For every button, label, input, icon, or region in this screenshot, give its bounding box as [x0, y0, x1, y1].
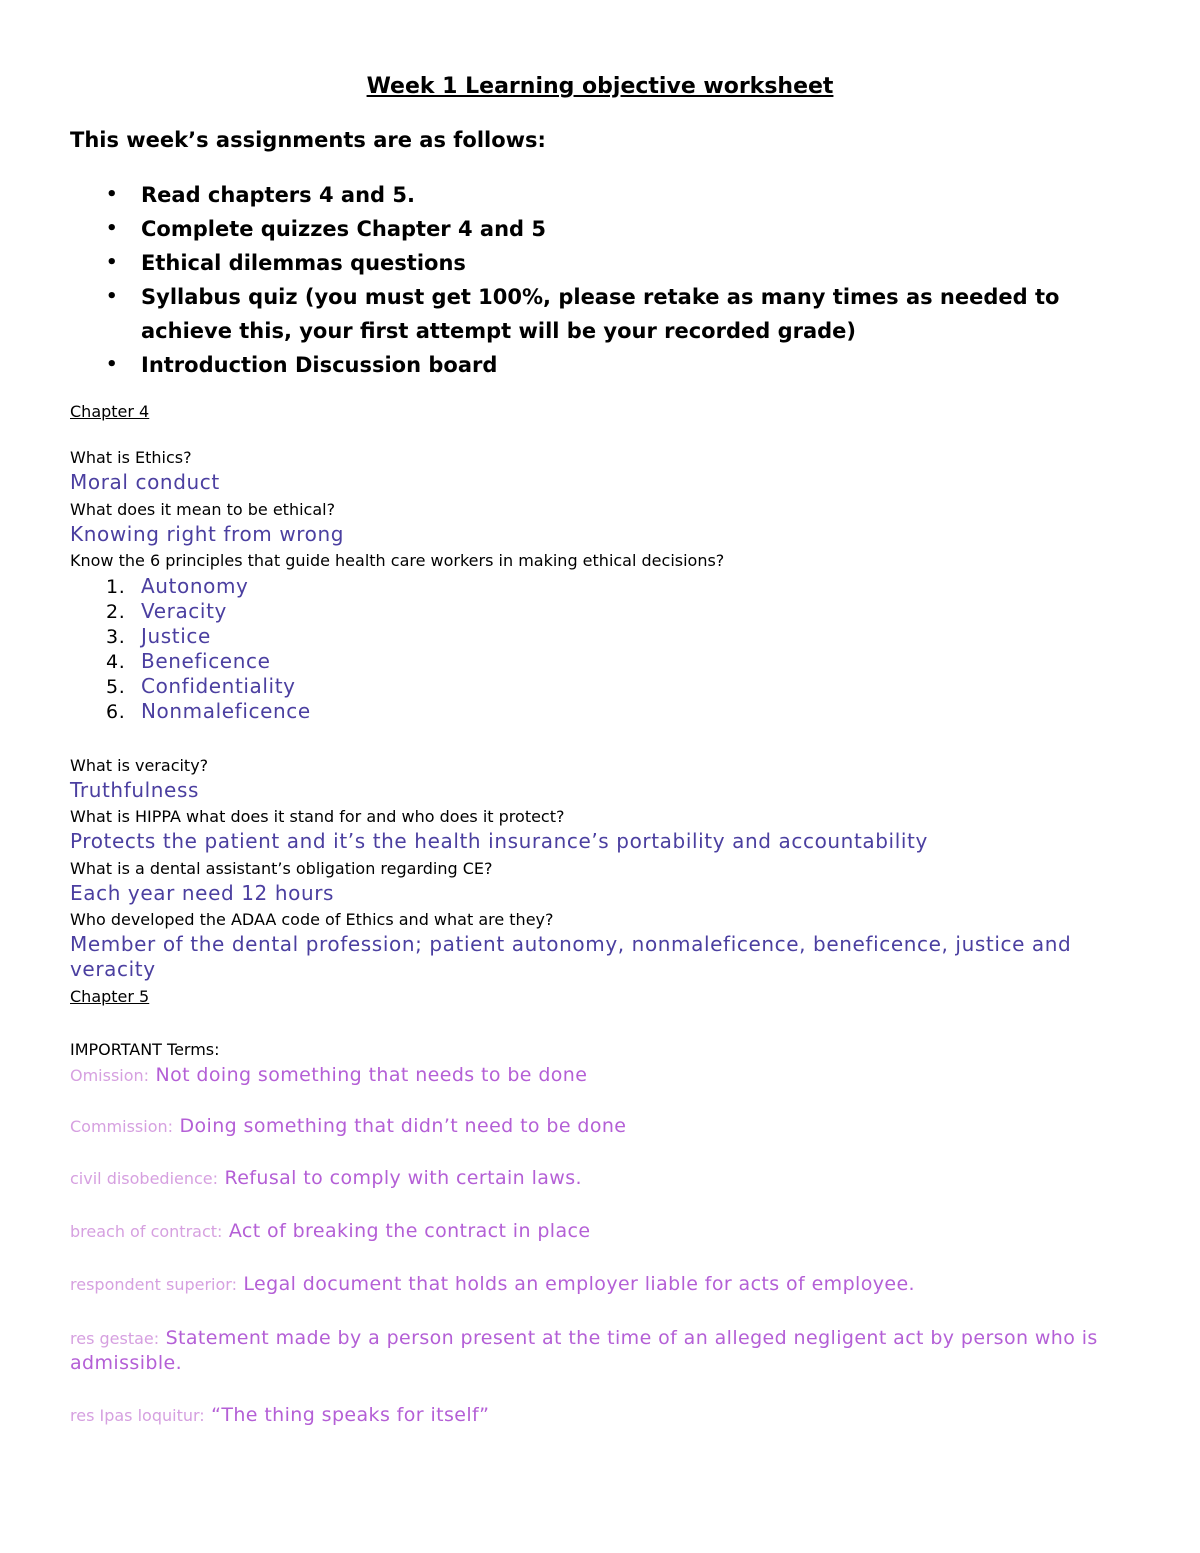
list-item: 2. Veracity: [106, 599, 227, 623]
answer: Protects the patient and it’s the health insurance’s portability and accountability: [70, 829, 928, 853]
list-item: • Syllabus quiz (you must get 100%, please retake as many times as needed to achieve this, your first attempt will be your recorded grade): [70, 280, 1150, 348]
list-item: • Complete quizzes Chapter 4 and 5: [70, 212, 1150, 246]
answer: Moral conduct: [70, 470, 220, 494]
chapter4-heading: Chapter 4: [70, 402, 150, 421]
term-item: respondent superior: Legal document that holds an employer liable for acts of employee.: [70, 1273, 916, 1295]
term-item: res Ipas loquitur: “The thing speaks for itself”: [70, 1404, 490, 1426]
term-item: Omission: Not doing something that needs to be done: [70, 1064, 588, 1086]
chapter5-heading: Chapter 5: [70, 987, 150, 1006]
question: What does it mean to be ethical?: [70, 500, 336, 519]
question: What is a dental assistant’s obligation regarding CE?: [70, 859, 493, 878]
assignment-list: [70, 178, 1150, 382]
term-item: civil disobedience: Refusal to comply with certain laws.: [70, 1167, 582, 1189]
question: Who developed the ADAA code of Ethics and what are they?: [70, 910, 554, 929]
answer: Member of the dental profession; patient autonomy, nonmaleficence, beneficence, justice and veracity: [70, 932, 1072, 981]
term-item: res gestae: Statement made by a person present at the time of an alleged negligent act by person who is admissible.: [70, 1327, 1098, 1374]
list-item: • Ethical dilemmas questions: [70, 246, 1150, 280]
principles-list: [70, 574, 311, 724]
list-item: 5. Confidentiality: [106, 674, 296, 698]
bullet-icon: •: [106, 354, 118, 375]
answer: Each year need 12 hours: [70, 881, 335, 905]
page-title: Week 1 Learning objective worksheet: [366, 74, 834, 99]
assignments-intro: This week’s assignments are as follows:: [70, 128, 546, 152]
list-item: 4. Beneficence: [106, 649, 271, 673]
list-item: 6. Nonmaleficence: [106, 699, 311, 723]
answer: Truthfulness: [70, 778, 199, 802]
term-item: breach of contract: Act of breaking the contract in place: [70, 1220, 591, 1242]
question: What is Ethics?: [70, 448, 192, 467]
terms-label: IMPORTANT Terms:: [70, 1040, 220, 1059]
question: What is veracity?: [70, 756, 209, 775]
bullet-icon: •: [106, 286, 118, 307]
list-item: 3. Justice: [106, 624, 211, 648]
bullet-icon: •: [106, 252, 118, 273]
question: Know the 6 principles that guide health care workers in making ethical decisions?: [70, 551, 725, 570]
list-item: • Introduction Discussion board: [70, 348, 1150, 382]
answer: Knowing right from wrong: [70, 522, 345, 546]
list-item: • Read chapters 4 and 5.: [70, 178, 1150, 212]
bullet-icon: •: [106, 218, 118, 239]
bullet-icon: •: [106, 184, 118, 205]
term-item: Commission: Doing something that didn’t need to be done: [70, 1115, 627, 1137]
question: What is HIPPA what does it stand for and who does it protect?: [70, 807, 565, 826]
list-item: 1. Autonomy: [106, 574, 249, 598]
